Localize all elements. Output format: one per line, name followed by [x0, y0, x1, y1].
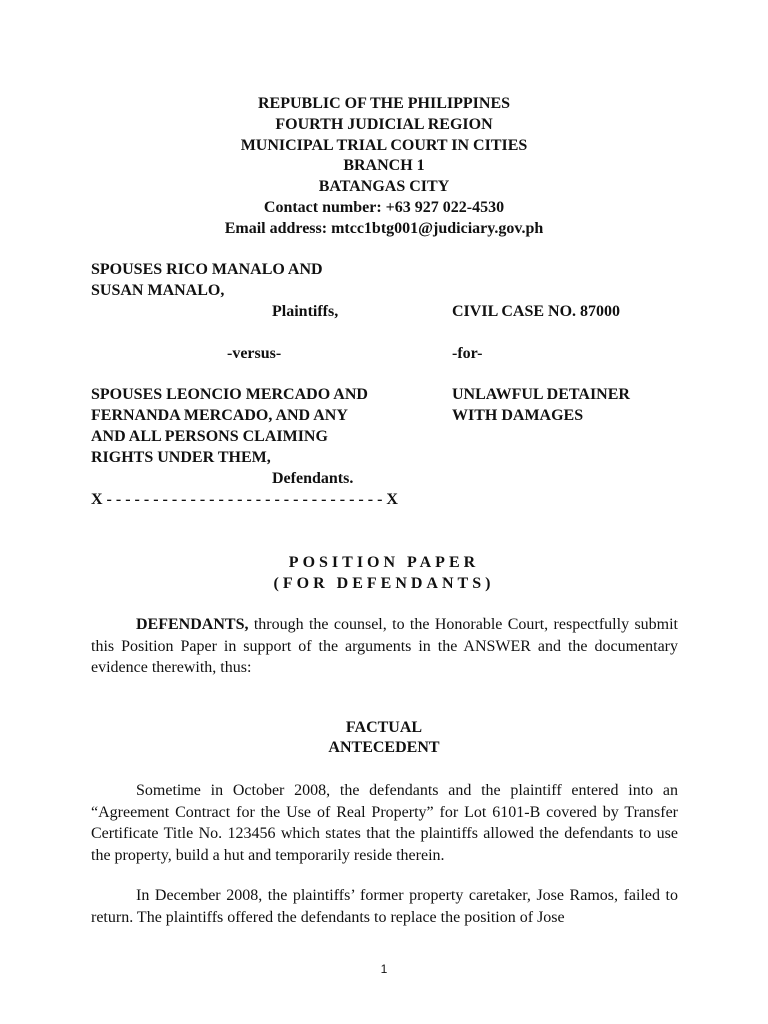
intro-lead: DEFENDANTS,	[136, 616, 249, 633]
for-label: -for-	[452, 345, 483, 362]
intro-text: through the counsel, to the Honorable Court, respectfully submit this Position Paper in support of the arguments in the ANSWER and the documentary evidence therewith, thus:	[91, 616, 678, 676]
header-court: MUNICIPAL TRIAL COURT IN CITIES	[240, 136, 528, 154]
defendants-name-line1: SPOUSES LEONCIO MERCADO AND	[91, 386, 368, 403]
defendants-name-line3: AND ALL PERSONS CLAIMING	[91, 428, 328, 445]
header-republic: REPUBLIC OF THE PHILIPPINES	[257, 95, 511, 112]
plaintiffs-role: Plaintiffs,	[272, 303, 339, 320]
header-email: Email address: mtcc1btg001@judiciary.gov.ph	[224, 219, 544, 237]
defendants-name-line2: FERNANDA MERCADO, AND ANY	[91, 407, 348, 424]
title-for-defendants: (FOR DEFENDANTS)	[273, 575, 495, 592]
defendants-role: Defendants.	[272, 470, 354, 487]
heading-antecedent: ANTECEDENT	[328, 739, 440, 756]
page-number: 1	[380, 962, 388, 976]
defendants-name-line4: RIGHTS UNDER THEM,	[91, 449, 271, 466]
versus-label: -versus-	[227, 345, 282, 362]
section-heading	[0, 718, 768, 758]
court-header	[0, 94, 768, 240]
plaintiffs-name-line2: SUSAN MANALO,	[91, 282, 225, 299]
heading-factual: FACTUAL	[345, 719, 423, 736]
intro-paragraph	[91, 614, 678, 679]
title-position-paper: POSITION PAPER	[288, 554, 480, 571]
header-region: FOURTH JUDICIAL REGION	[275, 115, 493, 133]
caption-separator: X - - - - - - - - - - - - - - - - - - - - - - - - - - - - - - X	[91, 491, 398, 508]
case-number: CIVIL CASE NO. 87000	[452, 303, 621, 320]
document-title	[0, 552, 768, 594]
header-contact: Contact number: +63 927 022-4530	[263, 198, 505, 216]
body-paragraph-2: In December 2008, the plaintiffs’ former property caretaker, Jose Ramos, failed to return. The plaintiffs offered the defendants to replace the position of Jose	[91, 887, 678, 926]
case-nature-line1: UNLAWFUL DETAINER	[452, 386, 630, 403]
case-nature-line2: WITH DAMAGES	[452, 407, 584, 424]
header-city: BATANGAS CITY	[318, 178, 450, 196]
body-paragraph-1: Sometime in October 2008, the defendants and the plaintiff entered into an “Agreement Contract for the Use of Real Property” for Lot 6101-B covered by Transfer Certificate Title No. 123456 which states that the plaintiffs allowed the defendants to use the property, build a hut and temporarily reside therein.	[91, 782, 678, 864]
plaintiffs-name-line1: SPOUSES RICO MANALO AND	[91, 261, 323, 278]
header-branch: BRANCH 1	[343, 157, 425, 175]
